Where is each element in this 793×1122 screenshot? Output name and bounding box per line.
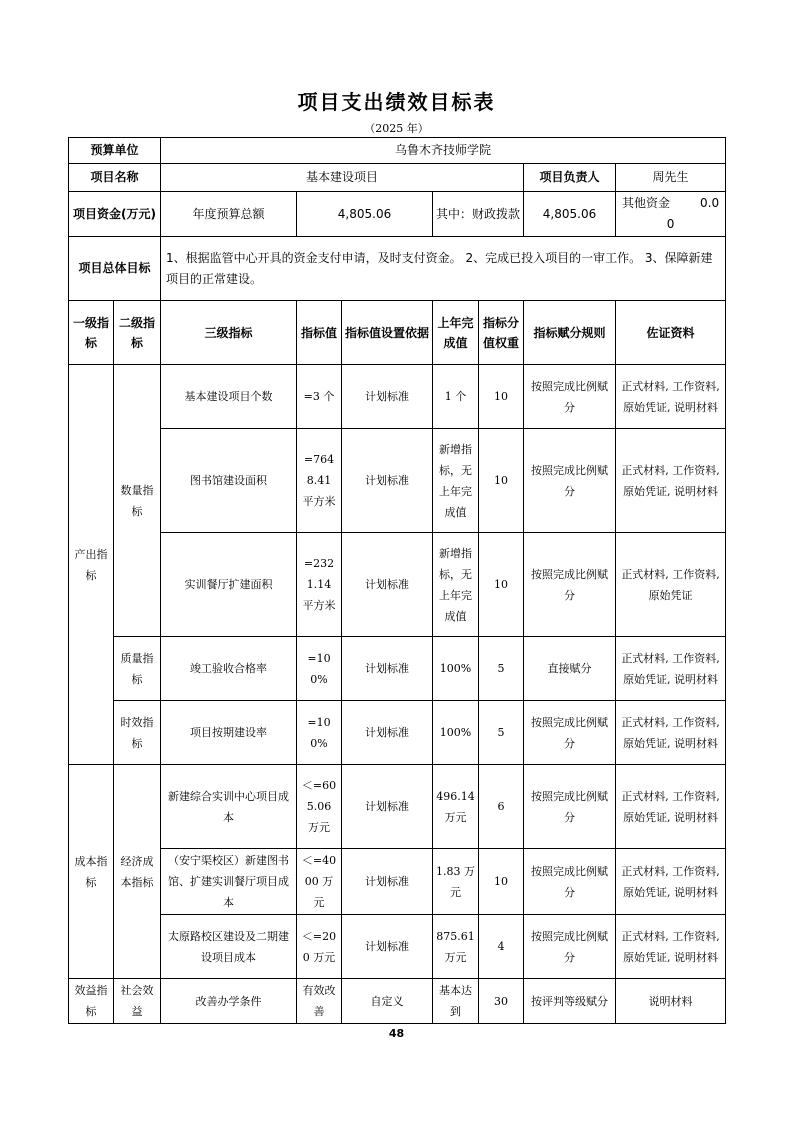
indicator-cell: 改善办学条件 [161, 979, 297, 1024]
evidence-cell: 说明材料 [616, 979, 726, 1024]
performance-table [68, 137, 726, 1024]
value-cell: =2321.14 平方米 [297, 533, 342, 637]
group-quantity: 数量指标 [114, 365, 161, 637]
rule-cell: 按照完成比例赋分 [524, 765, 616, 849]
basis-cell: 计划标准 [342, 637, 433, 701]
header-evidence: 佐证资料 [616, 301, 726, 365]
group-timeliness: 时效指标 [114, 701, 161, 765]
table-row [69, 429, 726, 533]
weight-cell: 10 [479, 849, 524, 915]
header-row [69, 301, 726, 365]
rule-cell: 按照完成比例赋分 [524, 429, 616, 533]
weight-cell: 10 [479, 429, 524, 533]
weight-cell: 10 [479, 365, 524, 429]
project-row [69, 164, 726, 192]
indicator-cell: 新建综合实训中心项目成本 [161, 765, 297, 849]
value-cell: ＜=4000 万元 [297, 849, 342, 915]
weight-cell: 30 [479, 979, 524, 1024]
weight-cell: 4 [479, 915, 524, 979]
unit-row [69, 138, 726, 164]
indicator-cell: （安宁渠校区）新建图书馆、扩建实训餐厅项目成本 [161, 849, 297, 915]
evidence-cell: 正式材料, 工作资料, 原始凭证, 说明材料 [616, 849, 726, 915]
indicator-cell: 图书馆建设面积 [161, 429, 297, 533]
project-label: 项目名称 [69, 164, 161, 192]
indicator-cell: 太原路校区建设及二期建设项目成本 [161, 915, 297, 979]
page-number: 48 [388, 1027, 405, 1040]
indicator-cell: 基本建设项目个数 [161, 365, 297, 429]
rule-cell: 按照完成比例赋分 [524, 533, 616, 637]
rule-cell: 按照完成比例赋分 [524, 915, 616, 979]
table-row [69, 365, 726, 429]
group-social: 社会效益 [114, 979, 161, 1024]
weight-cell: 10 [479, 533, 524, 637]
basis-cell: 计划标准 [342, 915, 433, 979]
weight-cell: 5 [479, 637, 524, 701]
fiscal-label: 其中：财政拨款 [433, 192, 524, 237]
evidence-cell: 正式材料, 工作资料, 原始凭证, 说明材料 [616, 429, 726, 533]
leader-value: 周先生 [616, 164, 726, 192]
group-cost: 成本指标 [69, 765, 114, 979]
table-row [69, 979, 726, 1024]
header-weight: 指标分值权重 [479, 301, 524, 365]
evidence-cell: 正式材料, 工作资料, 原始凭证 [616, 533, 726, 637]
value-cell: ＜=605.06 万元 [297, 765, 342, 849]
basis-cell: 计划标准 [342, 701, 433, 765]
evidence-cell: 正式材料, 工作资料, 原始凭证, 说明材料 [616, 765, 726, 849]
leader-label: 项目负责人 [524, 164, 616, 192]
other-label: 其他资金 [622, 196, 671, 210]
value-cell: =100% [297, 637, 342, 701]
indicator-cell: 项目按期建设率 [161, 701, 297, 765]
rule-cell: 直接赋分 [524, 637, 616, 701]
table-row [69, 849, 726, 915]
indicator-cell: 竣工验收合格率 [161, 637, 297, 701]
goal-row [69, 237, 726, 301]
last-year-cell: 1.83 万元 [433, 849, 479, 915]
evidence-cell: 正式材料, 工作资料, 原始凭证, 说明材料 [616, 701, 726, 765]
last-year-cell: 100% [433, 701, 479, 765]
rule-cell: 按照完成比例赋分 [524, 365, 616, 429]
value-cell: =7648.41 平方米 [297, 429, 342, 533]
last-year-cell: 新增指标，无上年完成值 [433, 429, 479, 533]
other-value: 0.00 [666, 196, 720, 231]
last-year-cell: 基本达到 [433, 979, 479, 1024]
evidence-cell: 正式材料, 工作资料, 原始凭证, 说明材料 [616, 915, 726, 979]
last-year-cell: 新增指标，无上年完成值 [433, 533, 479, 637]
page-title: 项目支出绩效目标表 [297, 90, 496, 114]
weight-cell: 5 [479, 701, 524, 765]
value-cell: ＜=200 万元 [297, 915, 342, 979]
evidence-cell: 正式材料, 工作资料, 原始凭证, 说明材料 [616, 637, 726, 701]
evidence-cell: 正式材料, 工作资料, 原始凭证, 说明材料 [616, 365, 726, 429]
project-value: 基本建设项目 [161, 164, 524, 192]
table-row [69, 915, 726, 979]
table-row [69, 701, 726, 765]
unit-label: 预算单位 [69, 138, 161, 164]
indicator-cell: 实训餐厅扩建面积 [161, 533, 297, 637]
table-row [69, 637, 726, 701]
funds-label: 项目资金(万元) [69, 192, 161, 237]
basis-cell: 自定义 [342, 979, 433, 1024]
other-funds [616, 192, 726, 237]
group-output: 产出指标 [69, 365, 114, 765]
basis-cell: 计划标准 [342, 365, 433, 429]
annual-value: 4,805.06 [297, 192, 433, 237]
header-basis: 指标值设置依据 [342, 301, 433, 365]
group-econ-cost: 经济成本指标 [114, 765, 161, 979]
group-benefit: 效益指标 [69, 979, 114, 1024]
funds-row [69, 192, 726, 237]
header-last-year: 上年完成值 [433, 301, 479, 365]
basis-cell: 计划标准 [342, 765, 433, 849]
rule-cell: 按照完成比例赋分 [524, 701, 616, 765]
table-row [69, 765, 726, 849]
table-row [69, 533, 726, 637]
goal-value: 1、根据监管中心开具的资金支付申请，及时支付资金。 2、完成已投入项目的一审工作。 3、保障新建项目的正常建设。 [161, 237, 726, 301]
rule-cell: 按照完成比例赋分 [524, 849, 616, 915]
header-level1: 一级指标 [69, 301, 114, 365]
value-cell: 有效改善 [297, 979, 342, 1024]
header-rule: 指标赋分规则 [524, 301, 616, 365]
goal-label: 项目总体目标 [69, 237, 161, 301]
basis-cell: 计划标准 [342, 849, 433, 915]
annual-label: 年度预算总额 [161, 192, 297, 237]
value-cell: =100% [297, 701, 342, 765]
last-year-cell: 875.61 万元 [433, 915, 479, 979]
weight-cell: 6 [479, 765, 524, 849]
basis-cell: 计划标准 [342, 429, 433, 533]
header-value: 指标值 [297, 301, 342, 365]
last-year-cell: 100% [433, 637, 479, 701]
last-year-cell: 496.14 万元 [433, 765, 479, 849]
unit-value: 乌鲁木齐技师学院 [161, 138, 726, 164]
value-cell: =3 个 [297, 365, 342, 429]
group-quality: 质量指标 [114, 637, 161, 701]
basis-cell: 计划标准 [342, 533, 433, 637]
header-level3: 三级指标 [161, 301, 297, 365]
year-label: （2025 年） [364, 122, 429, 135]
header-level2: 二级指标 [114, 301, 161, 365]
last-year-cell: 1 个 [433, 365, 479, 429]
fiscal-value: 4,805.06 [524, 192, 616, 237]
rule-cell: 按评判等级赋分 [524, 979, 616, 1024]
